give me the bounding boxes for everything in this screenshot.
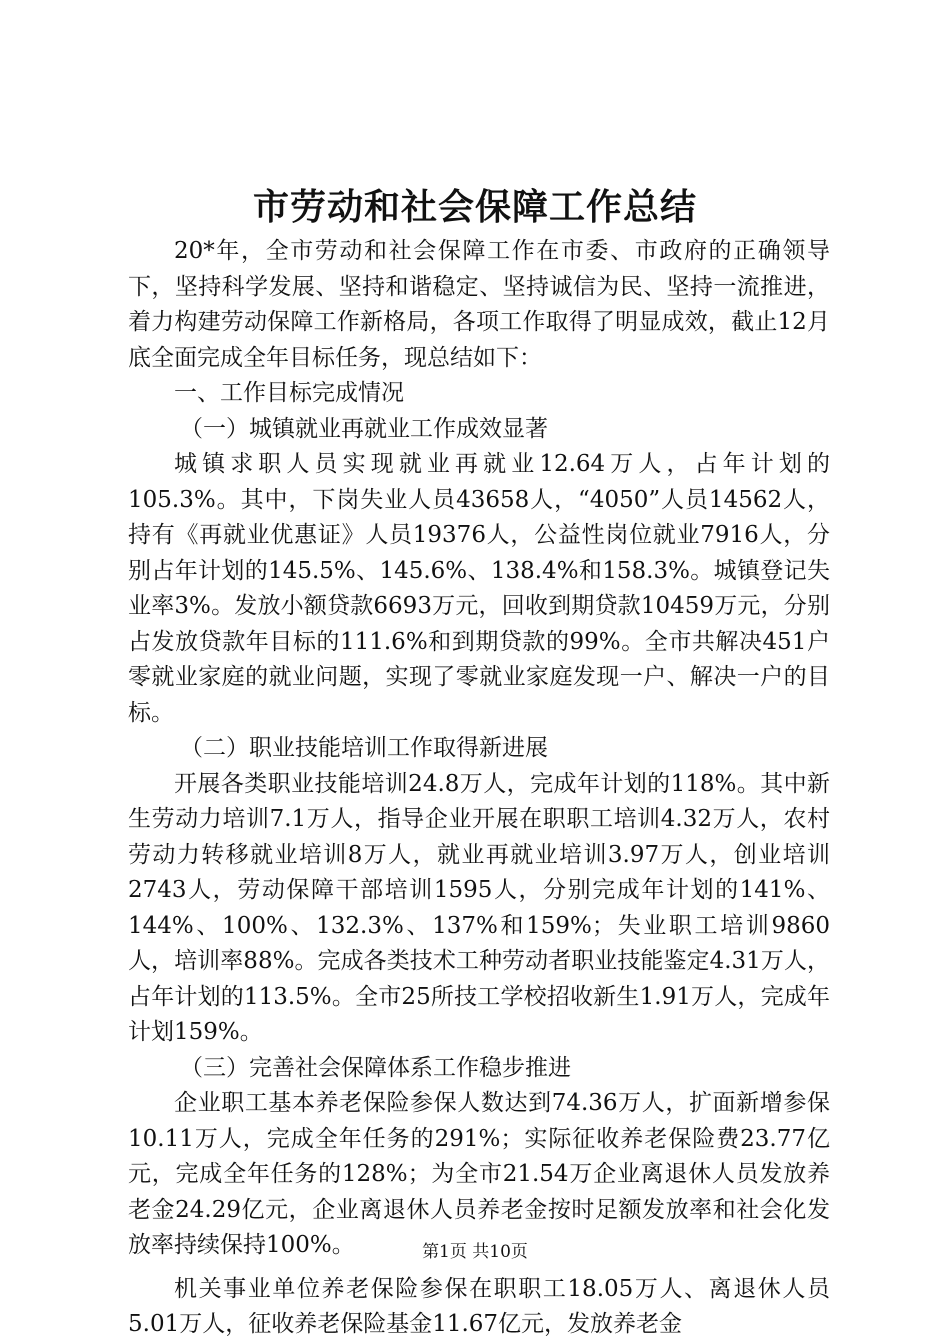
document-title: 市劳动和社会保障工作总结 [252, 186, 697, 228]
employment-paragraph: 城镇求职人员实现就业再就业12.64万人，占年计划的105.3%。其中，下岗失业人员43658人，“4050”人员14562人，持有《再就业优惠证》人员19376人，公益性岗位就业7916人，分别占年计划的145.5%、145.6%、138.4%和158.3%。城镇登记失业率3%。发放小额贷款6693万元，回收到期贷款10459万元，分别占发放贷款年目标的111.6%和到期贷款的99%。全市共解决451户零就业家庭的就业问题，实现了零就业家庭发现一户、解决一户的目标。 [128, 451, 830, 726]
subsection-heading-2: （二）职业技能培训工作取得新进展 [180, 735, 548, 761]
institution-pension-paragraph: 机关事业单位养老保险参保在职职工18.05万人、离退休人员5.01万人，征收养老保险基金11.67亿元，发放养老金 [128, 1275, 830, 1337]
intro-paragraph: 20*年，全市劳动和社会保障工作在市委、市政府的正确领导下，坚持科学发展、坚持和谐稳定、坚持诚信为民、坚持一流推进，着力构建劳动保障工作新格局，各项工作取得了明显成效，截止12月底全面完成全年目标任务，现总结如下： [128, 238, 830, 371]
document-body [128, 234, 830, 1343]
pension-paragraph: 企业职工基本养老保险参保人数达到74.36万人，扩面新增参保10.11万人，完成全年任务的291%；实际征收养老保险费23.77亿元，完成全年任务的128%；为全市21.54万企业离退休人员发放养老金24.29亿元，企业离退休人员养老金按时足额发放率和社会化发放率持续保持100%。 [128, 1090, 830, 1258]
subsection-heading-3: （三）完善社会保障体系工作稳步推进 [180, 1054, 571, 1081]
page-footer: 第1页 共10页 [422, 1242, 528, 1262]
subsection-heading-1: （一）城镇就业再就业工作成效显著 [180, 415, 548, 442]
section-heading-1: 一、工作目标完成情况 [174, 380, 404, 406]
training-paragraph: 开展各类职业技能培训24.8万人，完成年计划的118%。其中新生劳动力培训7.1万人，指导企业开展在职职工培训4.32万人，农村劳动力转移就业培训8万人，就业再就业培训3.97万人，创业培训2743人，劳动保障干部培训1595人，分别完成年计划的141%、144%、100%、132.3%、137%和159%；失业职工培训9860人，培训率88%。完成各类技术工种劳动者职业技能鉴定4.31万人，占年计划的113.5%。全市25所技工学校招收新生1.91万人，完成年计划159%。 [128, 770, 830, 1045]
